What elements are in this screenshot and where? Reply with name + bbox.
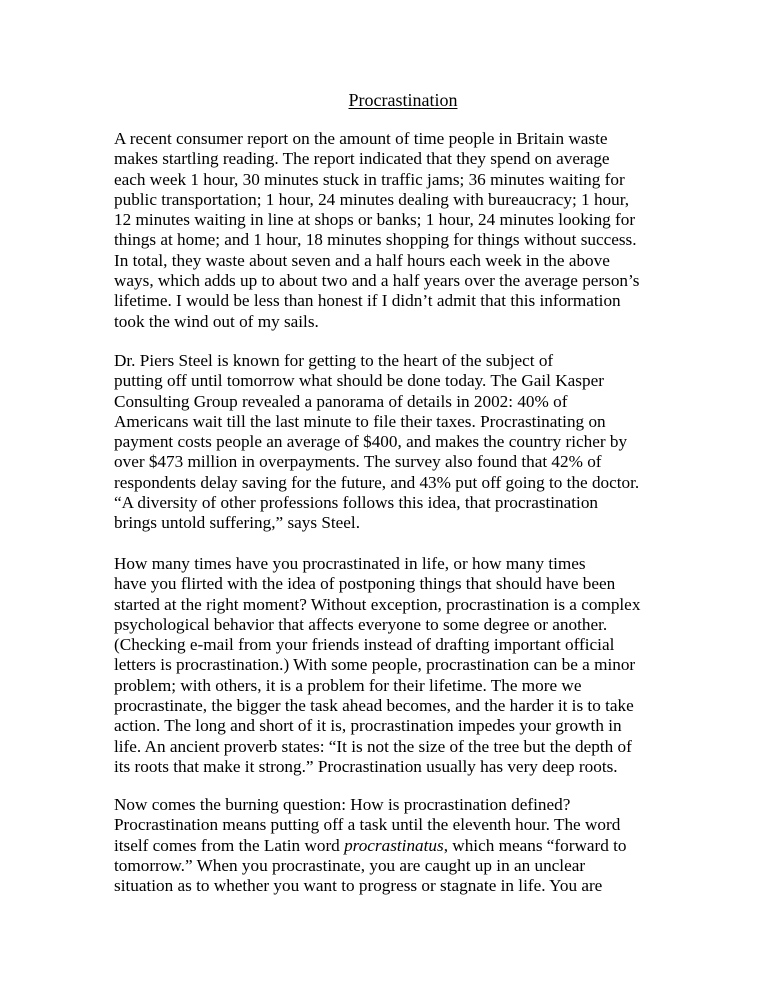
paragraph-4-latin-word: procrastinatus <box>344 835 444 855</box>
paragraph-4-text-after: , which means “forward to tomorrow.” When you procrastinate, you are caught up in an unclear situation as to whether you want to progress or stagnate in life. You are <box>114 835 627 896</box>
paragraph-2: Dr. Piers Steel is known for getting to the heart of the subject of putting off until tomorrow what should be done today. The Gail Kasper Consulting Group revealed a panorama of details in 2002: 40% of Americans wait till the last minute to file their taxes. Procrastinating on payment costs people an average of $400, and makes the country richer by over $473 million in overpayments. The survey also found that 42% of respondents delay saving for the future, and 43% put off going to the doctor. “A diversity of other professions follows this idea, that procrastination brings untold suffering,” says Steel. <box>114 351 640 533</box>
paragraph-4 <box>114 795 666 896</box>
title-text: Procrastination <box>348 90 458 110</box>
page-title <box>0 89 768 111</box>
paragraph-4-text-before: Now comes the burning question: How is procrastination defined? Procrastination means putting off a task until the eleventh hour. The word itself comes from the Latin word <box>114 795 621 855</box>
paragraph-1: A recent consumer report on the amount of time people in Britain waste makes startling reading. The report indicated that they spend on average each week 1 hour, 30 minutes stuck in traffic jams; 36 minutes waiting for public transportation; 1 hour, 24 minutes dealing with bureaucracy; 1 hour, 12 minutes waiting in line at shops or banks; 1 hour, 24 minutes looking for things at home; and 1 hour, 18 minutes shopping for things without success. In total, they waste about seven and a half hours each week in the above ways, which adds up to about two and a half years over the average person’s lifetime. I would be less than honest if I didn’t admit that this information took the wind out of my sails. <box>114 129 640 331</box>
paragraph-3: How many times have you procrastinated in life, or how many times have you flirted with the idea of postponing things that should have been started at the right moment? Without exception, procrastination is a complex psychological behavior that affects everyone to some degree or another. (Checking e-mail from your friends instead of drafting important official letters is procrastination.) With some people, procrastination can be a minor problem; with others, it is a problem for their lifetime. The more we procrastinate, the bigger the task ahead becomes, and the harder it is to take action. The long and short of it is, procrastination impedes your growth in life. An ancient proverb states: “It is not the size of the tree but the depth of its roots that make it strong.” Procrastination usually has very deep roots. <box>114 554 641 776</box>
